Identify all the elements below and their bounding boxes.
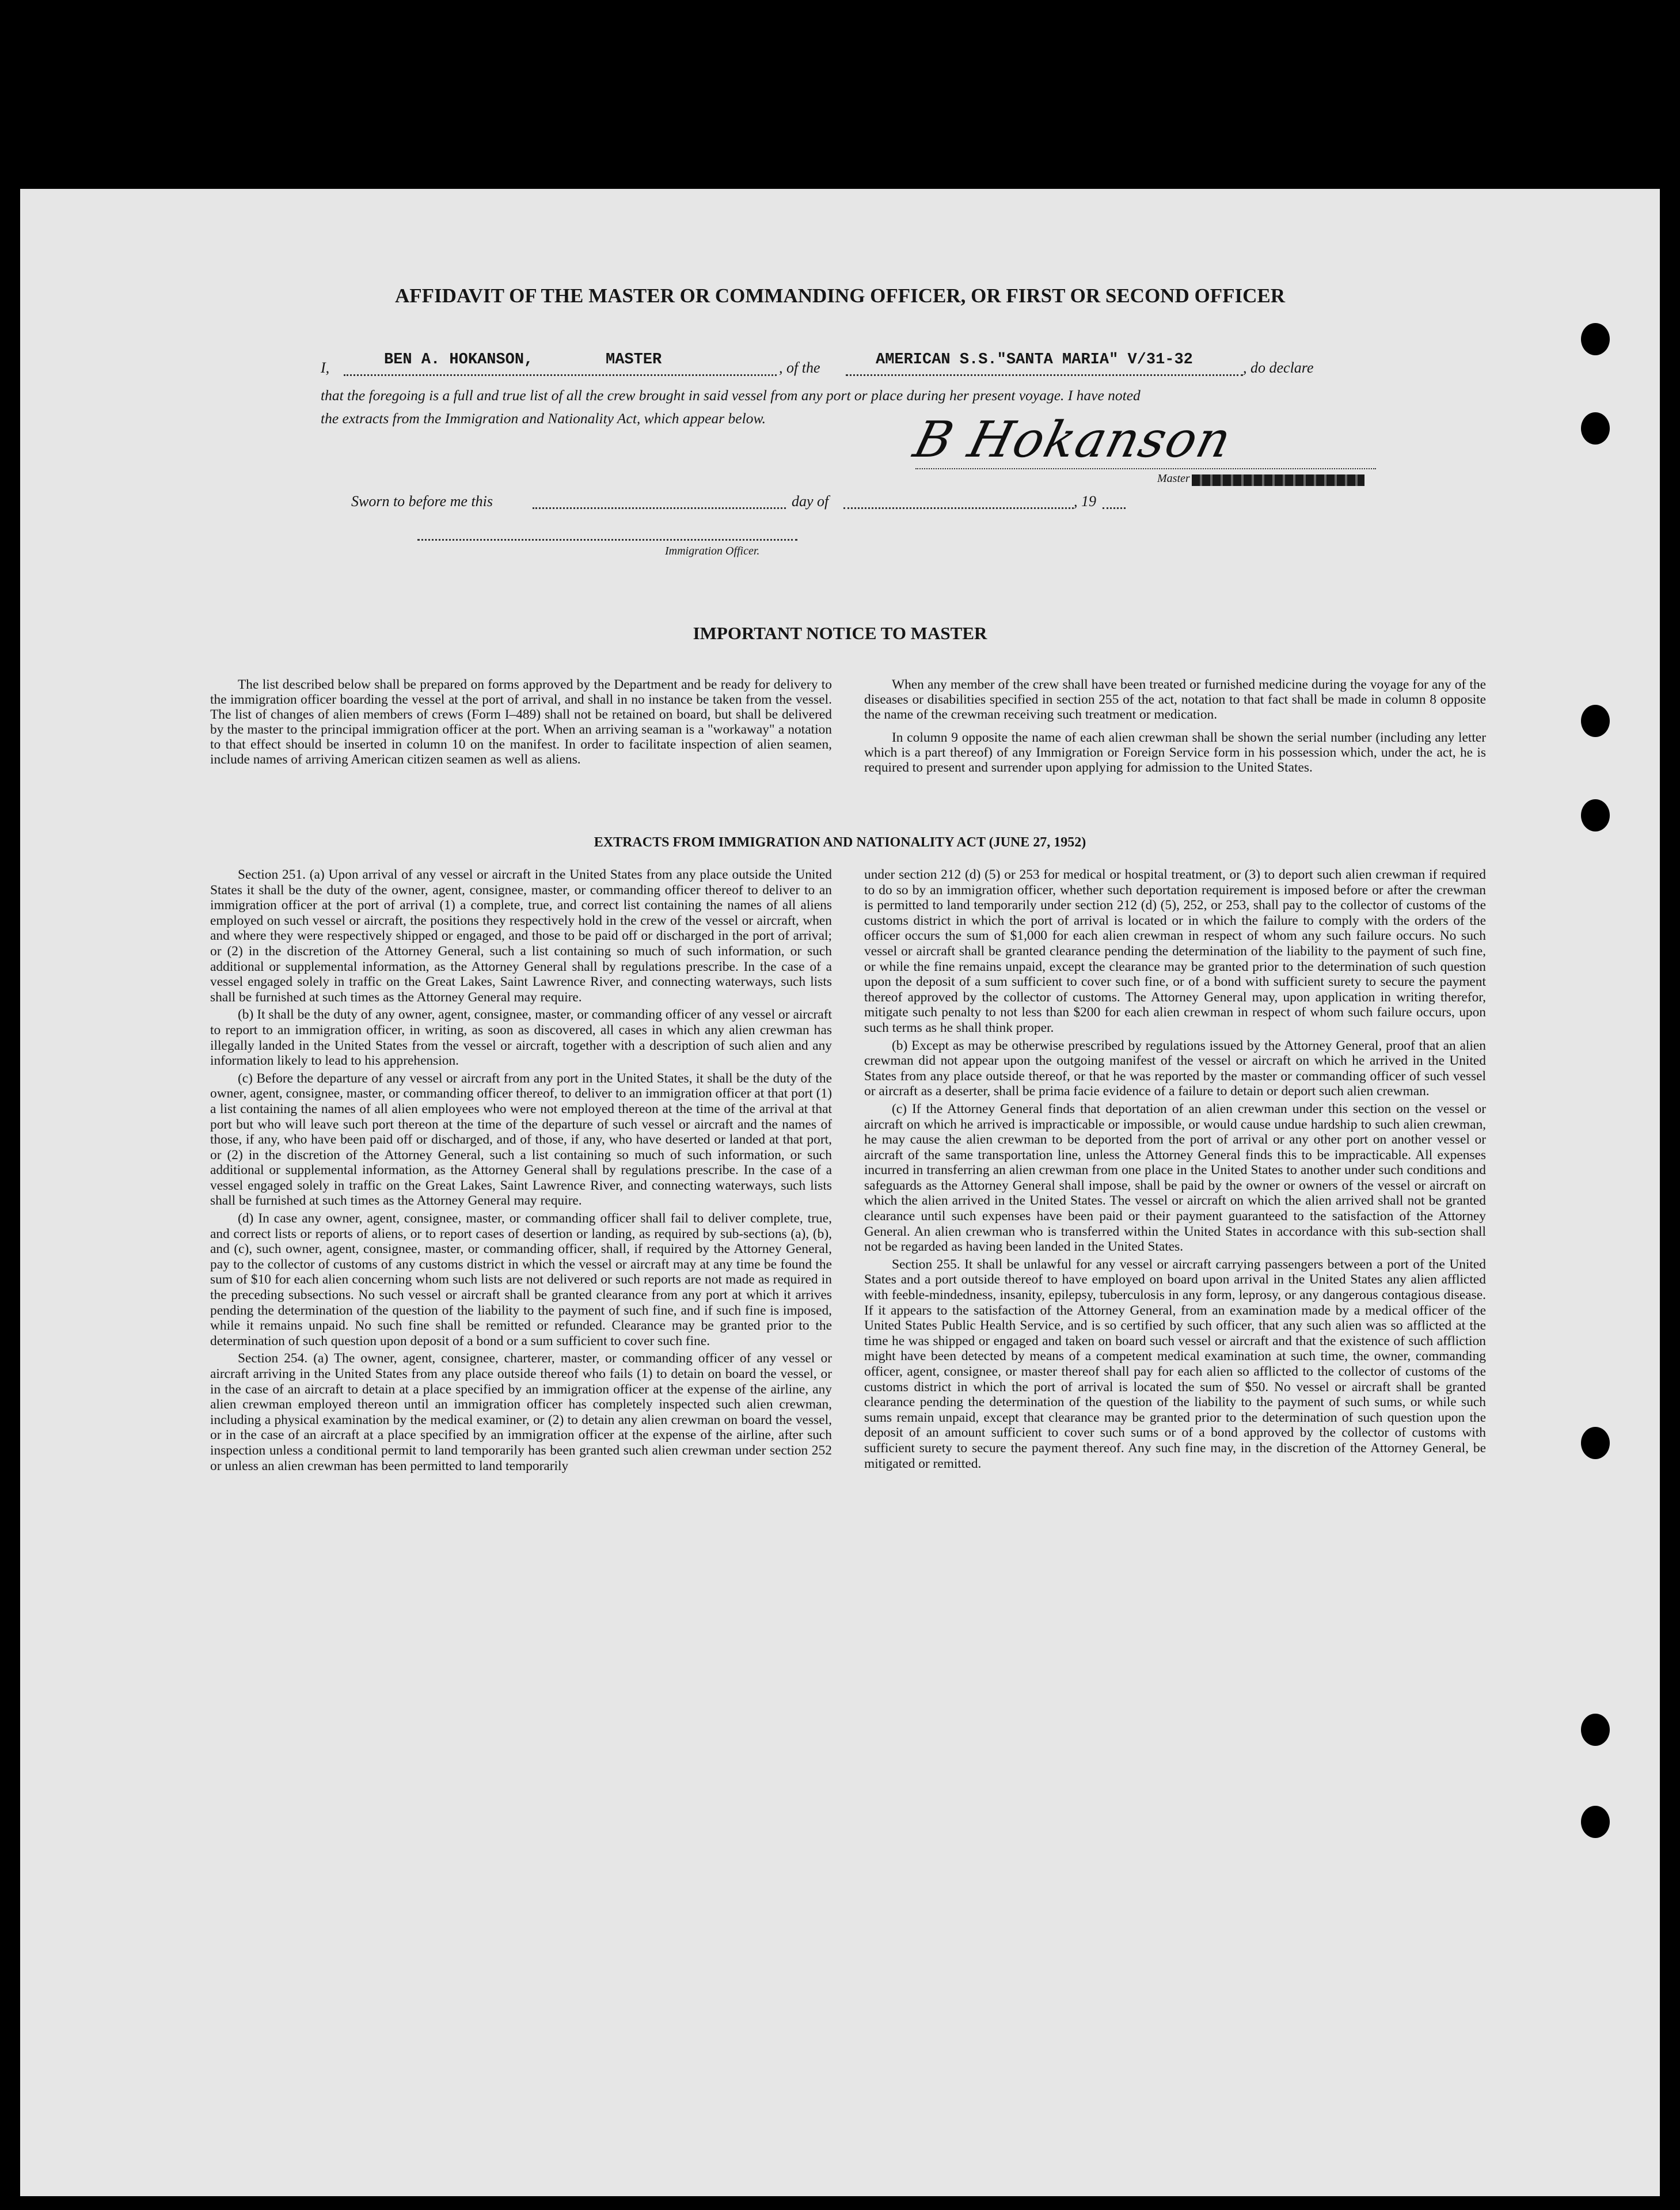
punch-hole	[1581, 1806, 1610, 1838]
notice-title: IMPORTANT NOTICE TO MASTER	[693, 623, 987, 643]
affidavit-title: AFFIDAVIT OF THE MASTER OR COMMANDING OFFICER, OR FIRST OR SECOND OFFICER	[395, 284, 1285, 307]
act-section: (b) Except as may be otherwise prescribed by regulations issued by the Attorney General, proof that an alien crewman did not appear upon the outgoing manifest of the vessel or aircraft on which he arrived in the United States from any place outside thereof, or that he was reported by the master or commanding officer of such vessel or aircraft as a deserter, shall be prima facie evidence of a failure to detain or deport such alien crewman.	[864, 1038, 1486, 1099]
act-section: under section 212 (d) (5) or 253 for medical or hospital treatment, or (3) to deport such alien crewman if required to do so by an immigration officer, whether such deportation requirement is imposed before or after the crewman is permitted to land temporarily under section 212 (d) (5), 252, or 253, shall pay to the collector of customs of the customs district in which the port of arrival is located or in which the failure to comply with the orders of the officer occurs the sum of $1,000 for each alien crewman in respect of whom any such failure occurs. No such vessel or aircraft shall be granted clearance pending the determination of the liability to the payment of such fine, or while the fine remains unpaid, except the clearance may be granted prior to the determination of such question upon the deposit of a sum sufficient to cover such fine, or of a bond with sufficient surety to secure the payment thereof approved by the collector of customs. The Attorney General may, upon application in writing therefor, mitigate such penalty to not less than $200 for each alien crewman in respect of whom such failure occurs, upon such terms as he shall think proper.	[864, 867, 1486, 1035]
punch-hole	[1581, 1714, 1610, 1746]
month-line	[843, 507, 1074, 509]
vessel-field-line	[846, 374, 1243, 376]
vessel-name: AMERICAN S.S."SANTA MARIA" V/31-32	[876, 351, 1193, 369]
name-field-line	[344, 374, 777, 376]
sworn-date-line	[533, 507, 786, 509]
year-line	[1103, 507, 1126, 509]
punch-hole	[1581, 1427, 1610, 1459]
officer-signature-line	[417, 539, 797, 541]
act-section: (d) In case any owner, agent, consignee, master, or commanding officer shall fail to deliver complete, true, and correct lists or reports of aliens, or to report cases of desertion or landing, as required by sub-sections (a), (b), and (c), such owner, agent, consignee, master, or commanding officer, shall, if required by the Attorney General, pay to the collector of customs of any customs district in which the vessel or aircraft may at any time be found the sum of $10 for each alien concerning whom such lists are not delivered or such reports are not made as required in the preceding subsections. No such vessel or aircraft shall be granted clearance from any port at which it arrives pending the determination of the question of the liability to the payment of such fine, and if such fine is imposed, while it remains unpaid. No such fine shall be remitted or refunded. Clearance may be granted prior to the determination of such question upon deposit of a bond or a sum sufficient to cover such fine.	[210, 1211, 832, 1349]
i-label: I,	[321, 359, 330, 376]
master-label: Master	[1157, 472, 1190, 485]
signature-line	[915, 468, 1376, 469]
act-section: Section 251. (a) Upon arrival of any vessel or aircraft in the United States from any place outside the United States it shall be the duty of the owner, agent, consignee, master, or commanding officer thereof to deliver to an immigration officer at the port of arrival (1) a complete, true, and correct list containing the names of all aliens employed on such vessel or aircraft, the positions they respectively hold in the crew of the vessel or aircraft, when and where they were respectively shipped or engaged, and those to be paid off or discharged in the port of arrival; or (2) in the discretion of the Attorney General, such a list containing so much of such information, or such additional or supplemental information, as the Attorney General shall by regulations prescribe. In the case of a vessel engaged solely in traffic on the Great Lakes, Saint Lawrence River, and connecting waterways, such lists shall be furnished at such times as the Attorney General may require.	[210, 867, 832, 1005]
master-name: BEN A. HOKANSON,	[384, 351, 534, 369]
declaration-line-3: the extracts from the Immigration and Nationality Act, which appear below.	[321, 410, 766, 427]
punch-hole	[1581, 705, 1610, 737]
day-of-label: day of	[792, 493, 829, 510]
master-rank: MASTER	[606, 351, 662, 369]
notice-paragraph: The list described below shall be prepared on forms approved by the Department and be ready for delivery to the immigration officer boarding the vessel at the port of arrival, and shall in no instance be taken from the vessel. The list of changes of alien members of crews (Form I–489) shall not be retained on board, but shall be delivered by the master to the principal immigration officer at the port. When an arriving seaman is a "workaway" a notation to that effect should be inserted in column 10 on the manifest. In order to facilitate inspection of alien seamen, include names of arriving American citizen seamen as well as aliens.	[210, 677, 832, 767]
act-section: Section 255. It shall be unlawful for any vessel or aircraft carrying passengers between a port of the United States and a port outside thereof to have employed on board upon arrival in the United States any alien afflicted with feeble-mindedness, insanity, epilepsy, tuberculosis in any form, leprosy, or any dangerous contagious disease. If it appears to the satisfaction of the Attorney General, from an examination made by a medical officer of the United States Public Health Service, and is so certified by such officer, that any such alien was so afflicted at the time he was shipped or engaged and taken on board such vessel or aircraft and that the existence of such affliction might have been detected by means of a competent medical examination at such time, the owner, commanding officer, agent, consignee, or master thereof shall pay for each alien so afflicted to the collector of customs of the customs district in which the port of arrival is located the sum of $50. No vessel or aircraft shall be granted clearance pending the determination of the question of the liability to the payment of such sums, or while such sums remain unpaid, except that clearance may be granted prior to the determination of such question upon the deposit of an amount sufficient to cover such sums or of a bond approved by the collector of customs with sufficient surety to secure the payment thereof. Any such fine may, in the discretion of the Attorney General, be mitigated or remitted.	[864, 1256, 1486, 1471]
act-section: (c) If the Attorney General finds that deportation of an alien crewman under this section on the vessel or aircraft on which he arrived is impracticable or impossible, or would cause undue hardship to such alien crewman, he may cause the alien crewman to be deported from the port of arrival or any other port on another vessel or aircraft of the same transportation line, unless the Attorney General finds this to be impracticable. All expenses incurred in transferring an alien crewman from one place in the United States to another under such conditions and safeguards as the Attorney General shall impose, shall be paid by the owner or owners of the vessel or aircraft on which the alien arrived in the United States. The vessel or aircraft on which the alien arrived shall not be granted clearance until such expenses have been paid or their payment guaranteed to the satisfaction of the Attorney General. An alien crewman who is transferred within the United States in accordance with this sub-section shall not be regarded as having been landed in the United States.	[864, 1101, 1486, 1255]
officer-label: Immigration Officer.	[665, 545, 760, 557]
notice-left-column	[210, 677, 832, 767]
notice-paragraph: In column 9 opposite the name of each alien crewman shall be shown the serial number (including any letter which is a part thereof) of any Immigration or Foreign Service form in his possession which, under the act, he is required to present and surrender upon applying for admission to the United States.	[864, 730, 1486, 775]
sworn-label: Sworn to before me this	[351, 493, 493, 510]
of-the-label: , of the	[779, 359, 820, 376]
do-declare-label: , do declare	[1243, 359, 1314, 376]
punch-hole	[1581, 799, 1610, 831]
declaration-line-2: that the foregoing is a full and true list of all the crew brought in said vessel from any port or place during her present voyage. I have noted	[321, 387, 1141, 404]
notice-right-column	[864, 677, 1486, 775]
year-label: , 19	[1074, 493, 1096, 510]
document-sheet	[20, 189, 1660, 2196]
extracts-right-column	[864, 867, 1486, 1471]
punch-hole	[1581, 412, 1610, 445]
extracts-title: EXTRACTS FROM IMMIGRATION AND NATIONALITY ACT (JUNE 27, 1952)	[594, 835, 1086, 850]
punch-hole	[1581, 323, 1610, 355]
notice-paragraph: When any member of the crew shall have been treated or furnished medicine during the voyage for any of the diseases or disabilities specified in section 255 of the act, notation to that fact shall be made in column 8 opposite the name of the crewman receiving such treatment or medication.	[864, 677, 1486, 722]
act-section: Section 254. (a) The owner, agent, consignee, charterer, master, or commanding officer of any vessel or aircraft arriving in the United States from any place outside thereof who fails (1) to detain on board the vessel, or in the case of an aircraft to detain at a place specified by an immigration officer at the expense of the airline, any alien crewman employed thereon until an immigration officer has completely inspected such alien crewman, including a physical examination by the medical examiner, or (2) to detain any alien crewman on board the vessel, or in the case of an aircraft at a place specified by an immigration officer at the expense of the airline, after such inspection unless a conditional permit to land temporarily has been granted such alien crewman under section 252 or unless an alien crewman has been permitted to land temporarily	[210, 1351, 832, 1474]
act-section: (c) Before the departure of any vessel or aircraft from any port in the United States, it shall be the duty of the owner, agent, consignee, master, or commanding officer thereof, to deliver to an immigration officer at that port (1) a list containing the names of all alien employees who were not employed thereon at the time of the arrival at that port but who will leave such port thereon at the time of the departure of such vessel or aircraft and the names of those, if any, who have been paid off or discharged, and of those, if any, who have deserted or landed at that port, or (2) in the discretion of the Attorney General, such a list containing so much of such information, or such additional or supplemental information, as the Attorney General shall by regulations prescribe. In the case of a vessel engaged solely in traffic on the Great Lakes, Saint Lawrence River, and connecting waterways, such lists shall be furnished at such times as the Attorney General may require.	[210, 1070, 832, 1209]
extracts-left-column	[210, 867, 832, 1474]
master-signature: B Hokanson	[908, 411, 1238, 469]
strikeout-block	[1192, 474, 1364, 486]
act-section: (b) It shall be the duty of any owner, agent, consignee, master, or commanding officer of any vessel or aircraft to report to an immigration officer, in writing, as soon as discovered, all cases in which any alien crewman has illegally landed in the United States from the vessel or aircraft, together with a description of such alien and any information likely to lead to his apprehension.	[210, 1007, 832, 1069]
